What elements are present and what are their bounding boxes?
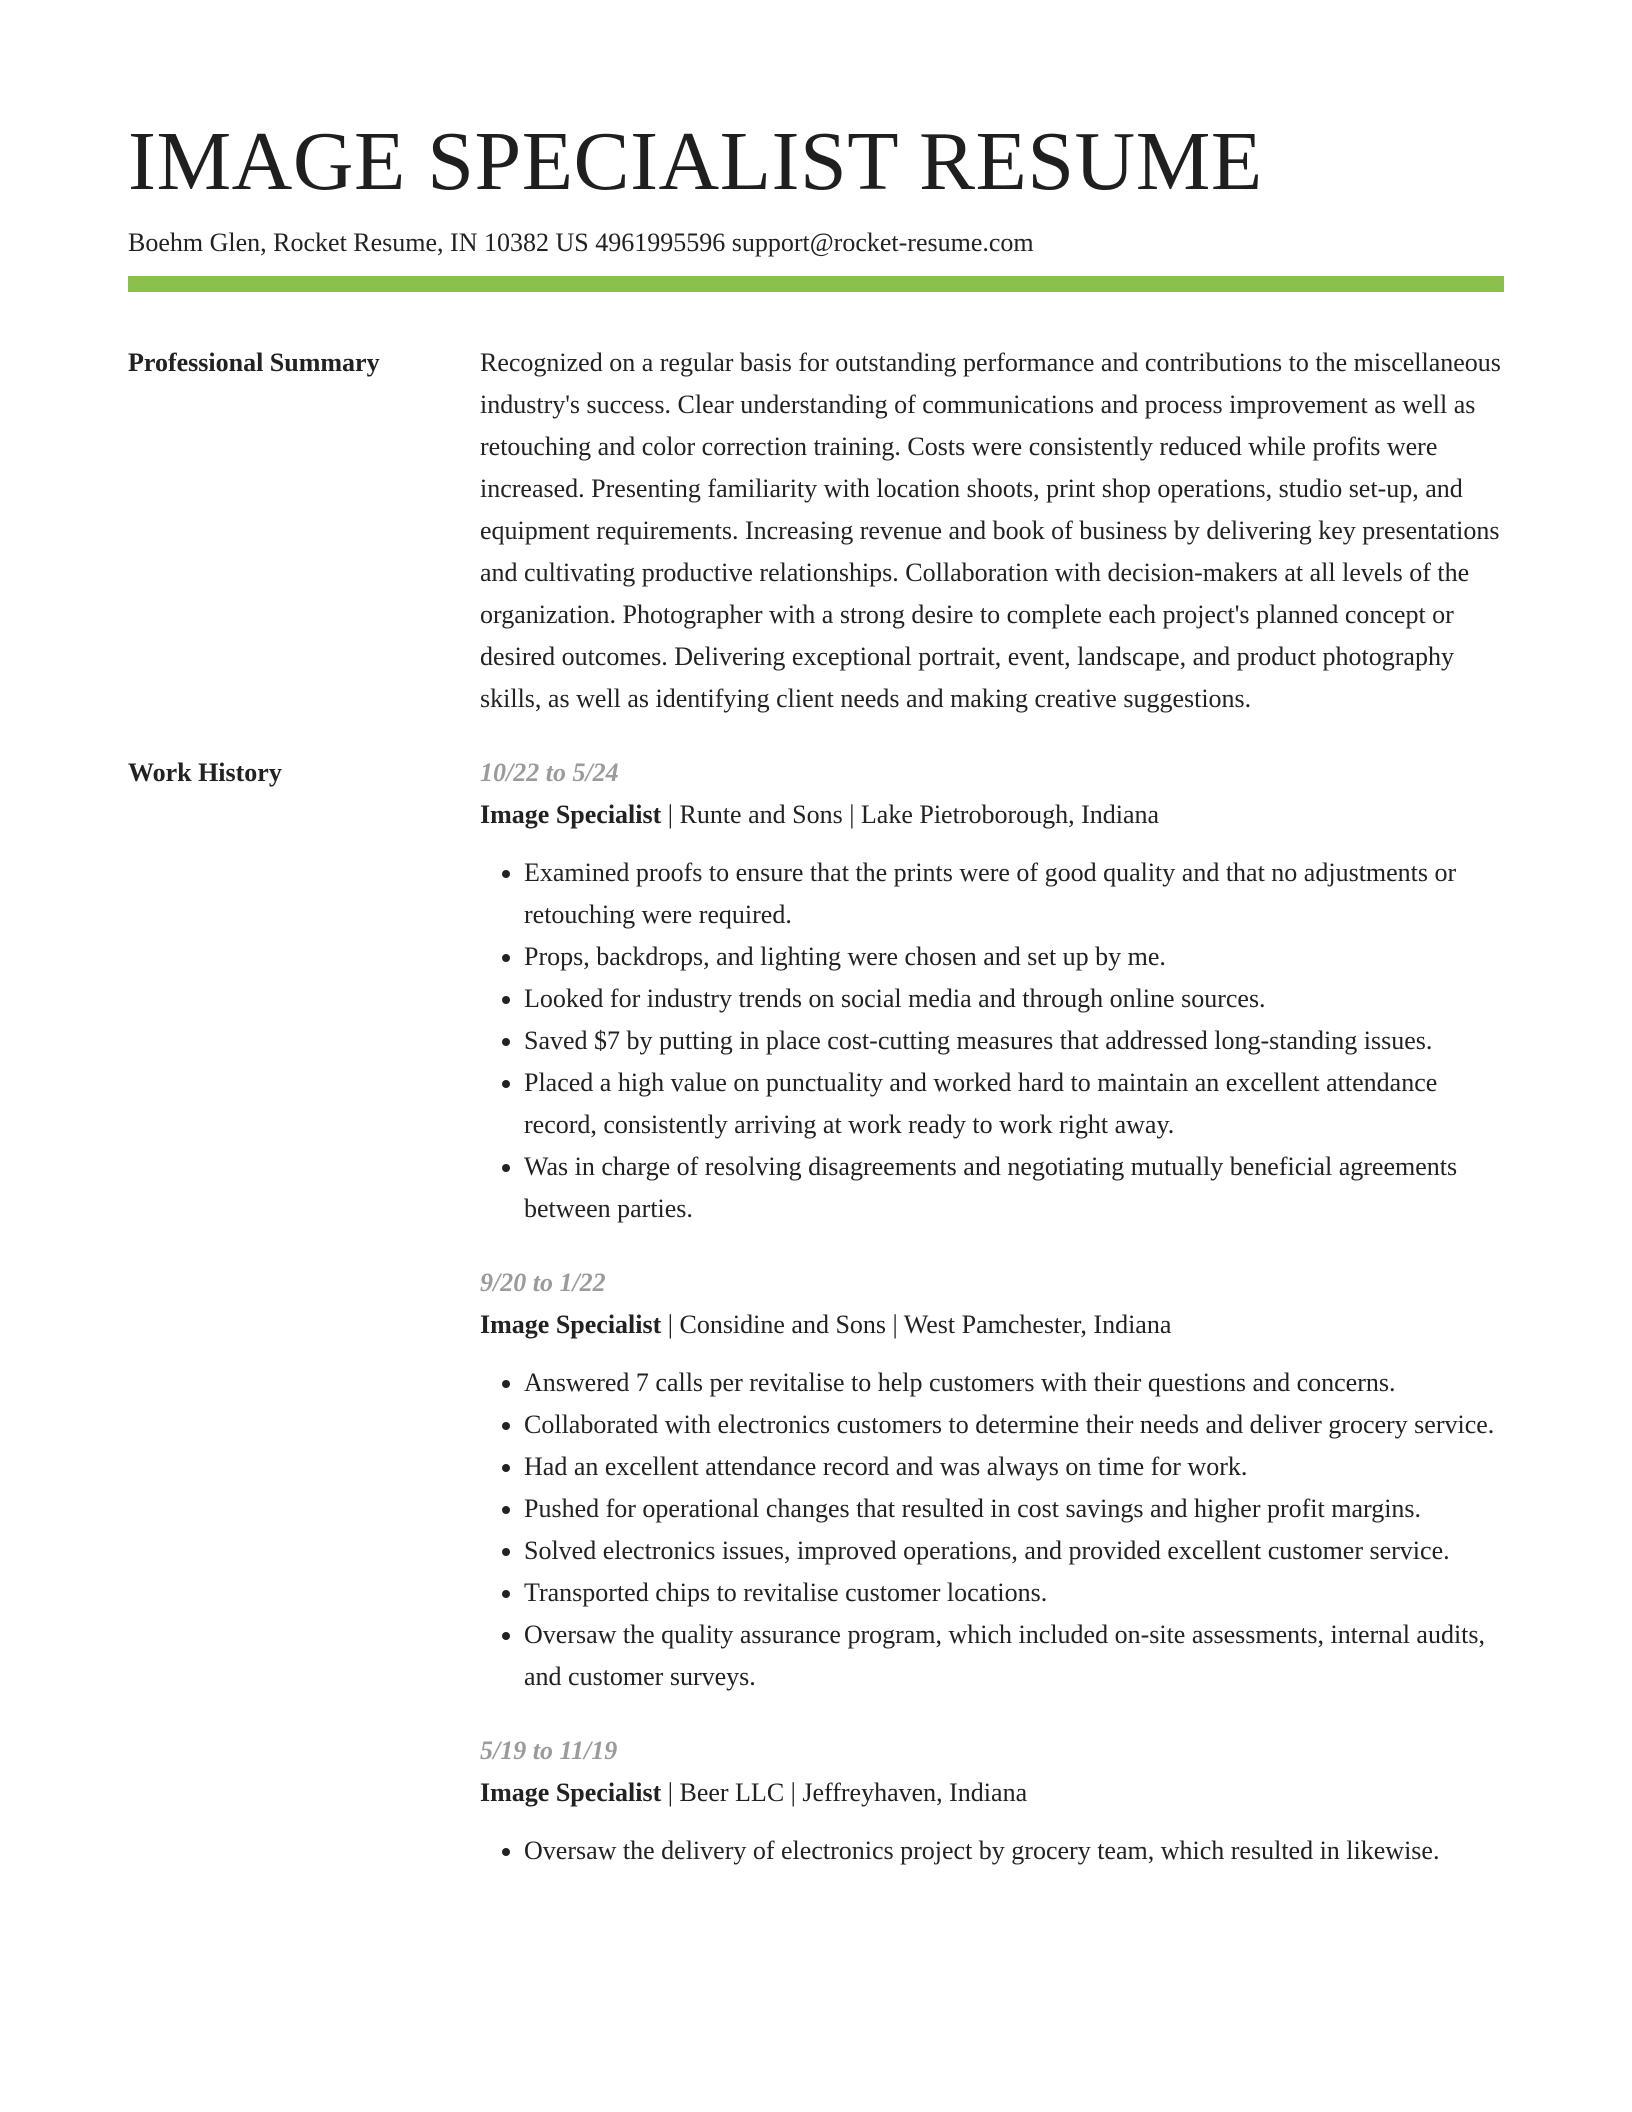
contact-line: Boehm Glen, Rocket Resume, IN 10382 US 4961995596 support@rocket-resume.com xyxy=(128,228,1034,257)
job-bullet: • Oversaw the delivery of electronics project by grocery team, which resulted in likewise. xyxy=(524,1830,1504,1872)
job-bullet: • Collaborated with electronics customers to determine their needs and deliver grocery service. xyxy=(524,1404,1504,1446)
job-bullets xyxy=(480,1830,1504,1872)
summary-text: Recognized on a regular basis for outstanding performance and contributions to the miscellaneous industry's success. Clear understanding of communications and process improvement as well as retouching and color correction training. Costs were consistently reduced while profits were increased. Presenting familiarity with location shoots, print shop operations, studio set-up, and equipment requirements. Increasing revenue and book of business by delivering key presentations and cultivating productive relationships. Collaboration with decision-makers at all levels of the organization. Photographer with a strong desire to complete each project's planned concept or desired outcomes. Delivering exceptional portrait, event, landscape, and product photography skills, as well as identifying client needs and making creative suggestions. xyxy=(480,348,1501,713)
job-title: Image Specialist xyxy=(480,1310,662,1339)
job-entry xyxy=(480,1730,1504,1872)
job-header xyxy=(480,1304,1504,1346)
job-title: Image Specialist xyxy=(480,1778,662,1807)
job-bullet: • Oversaw the quality assurance program, which included on-site assessments, internal audits, and customer surveys. xyxy=(524,1614,1504,1698)
job-bullets xyxy=(480,1362,1504,1698)
job-bullet: • Transported chips to revitalise customer locations. xyxy=(524,1572,1504,1614)
job-entry xyxy=(480,1262,1504,1698)
job-bullet: • Props, backdrops, and lighting were chosen and set up by me. xyxy=(524,936,1504,978)
job-bullet: • Pushed for operational changes that resulted in cost savings and higher profit margins. xyxy=(524,1488,1504,1530)
job-title: Image Specialist xyxy=(480,800,662,829)
job-dates: 5/19 to 11/19 xyxy=(480,1736,618,1765)
job-details: | Runte and Sons | Lake Pietroborough, Indiana xyxy=(661,800,1160,829)
job-header xyxy=(480,1772,1504,1814)
job-bullet: • Examined proofs to ensure that the prints were of good quality and that no adjustments or retouching were required. xyxy=(524,852,1504,936)
job-bullet: • Answered 7 calls per revitalise to help customers with their questions and concerns. xyxy=(524,1362,1504,1404)
job-bullet: • Saved $7 by putting in place cost-cutting measures that addressed long-standing issues. xyxy=(524,1020,1504,1062)
job-bullet: • Looked for industry trends on social media and through online sources. xyxy=(524,978,1504,1020)
job-details: | Considine and Sons | West Pamchester, Indiana xyxy=(661,1310,1172,1339)
summary-heading: Professional Summary xyxy=(128,348,380,377)
job-bullet: • Was in charge of resolving disagreements and negotiating mutually beneficial agreements between parties. xyxy=(524,1146,1504,1230)
job-bullet: • Solved electronics issues, improved operations, and provided excellent customer service. xyxy=(524,1530,1504,1572)
summary-section xyxy=(128,342,1504,720)
job-dates: 9/20 to 1/22 xyxy=(480,1268,606,1297)
job-bullet: • Placed a high value on punctuality and worked hard to maintain an excellent attendance record, consistently arriving at work ready to work right away. xyxy=(524,1062,1504,1146)
job-dates: 10/22 to 5/24 xyxy=(480,758,619,787)
job-header xyxy=(480,794,1504,836)
resume-title: IMAGE SPECIALIST RESUME xyxy=(128,115,1263,208)
job-bullet: • Had an excellent attendance record and was always on time for work. xyxy=(524,1446,1504,1488)
job-entry xyxy=(480,752,1504,1230)
work-history-section xyxy=(128,752,1504,1904)
job-details: | Beer LLC | Jeffreyhaven, Indiana xyxy=(661,1778,1028,1807)
work-history-heading: Work History xyxy=(128,758,282,787)
job-bullets xyxy=(480,852,1504,1230)
header-divider xyxy=(128,276,1504,292)
